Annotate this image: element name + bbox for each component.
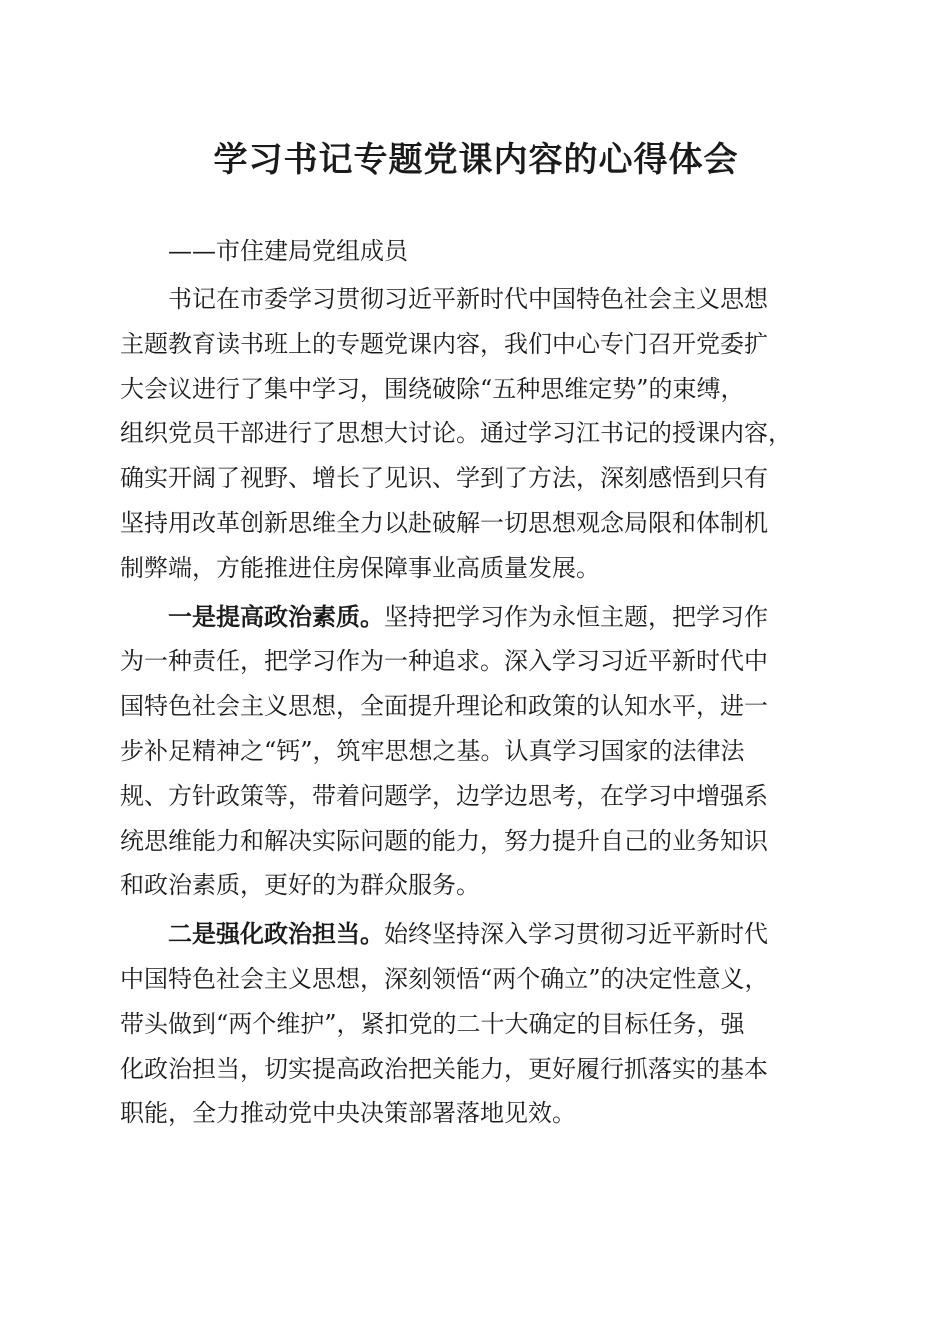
paragraph-political-quality xyxy=(120,595,832,909)
document-page xyxy=(120,0,832,1344)
document-body xyxy=(120,277,832,1140)
document-byline: ——市住建局党组成员 xyxy=(168,237,408,265)
paragraph-first-line xyxy=(120,912,832,957)
paragraph-line: 大会议进行了集中学习，围绕破除“五种思维定势”的束缚， xyxy=(120,374,745,403)
paragraph-line: 为一种责任，把学习作为一种追求。深入学习习近平新时代中 xyxy=(120,647,768,676)
paragraph-line: 坚持用改革创新思维全力以赴破解一切思想观念局限和体制机 xyxy=(120,508,768,537)
paragraph-lead: 一是提高政治素质。 xyxy=(168,601,384,631)
paragraph-line: 职能，全力推动党中央决策部署落地见效。 xyxy=(120,1099,576,1128)
paragraph-line: 统思维能力和解决实际问题的能力，努力提升自己的业务知识 xyxy=(120,826,768,855)
paragraph-line: 组织党员干部进行了思想大讨论。通过学习江书记的授课内容， xyxy=(120,419,792,448)
paragraph-intro xyxy=(120,277,832,591)
paragraph-line: 书记在市委学习贯彻习近平新时代中国特色社会主义思想 xyxy=(168,285,768,313)
paragraph-line-text: 坚持把学习作为永恒主题，把学习作 xyxy=(384,602,768,631)
paragraph-line: 主题教育读书班上的专题党课内容，我们中心专门召开党委扩 xyxy=(120,329,768,358)
document-title: 学习书记专题党课内容的心得体会 xyxy=(213,140,739,180)
paragraph-line: 化政治担当，切实提高政治把关能力，更好履行抓落实的基本 xyxy=(120,1054,768,1083)
paragraph-line-text: 始终坚持深入学习贯彻习近平新时代 xyxy=(384,920,768,949)
paragraph-first-line xyxy=(120,595,832,640)
paragraph-line: 国特色社会主义思想，全面提升理论和政策的认知水平，进一 xyxy=(120,692,768,721)
paragraph-line: 和政治素质，更好的为群众服务。 xyxy=(120,871,480,900)
paragraph-line: 带头做到“两个维护”，紧扣党的二十大确定的目标任务，强 xyxy=(120,1009,745,1038)
paragraph-line: 确实开阔了视野、增长了见识、学到了方法，深刻感悟到只有 xyxy=(120,464,768,493)
paragraph-line: 规、方针政策等，带着问题学，边学边思考，在学习中增强系 xyxy=(120,781,768,810)
paragraph-line: 制弊端，方能推进住房保障事业高质量发展。 xyxy=(120,553,600,582)
paragraph-line: 步补足精神之“钙”，筑牢思想之基。认真学习国家的法律法 xyxy=(120,736,745,765)
paragraph-political-responsibility xyxy=(120,912,832,1136)
paragraph-lead: 二是强化政治担当。 xyxy=(168,919,384,949)
paragraph-line: 中国特色社会主义思想，深刻领悟“两个确立”的决定性意义， xyxy=(120,964,769,993)
